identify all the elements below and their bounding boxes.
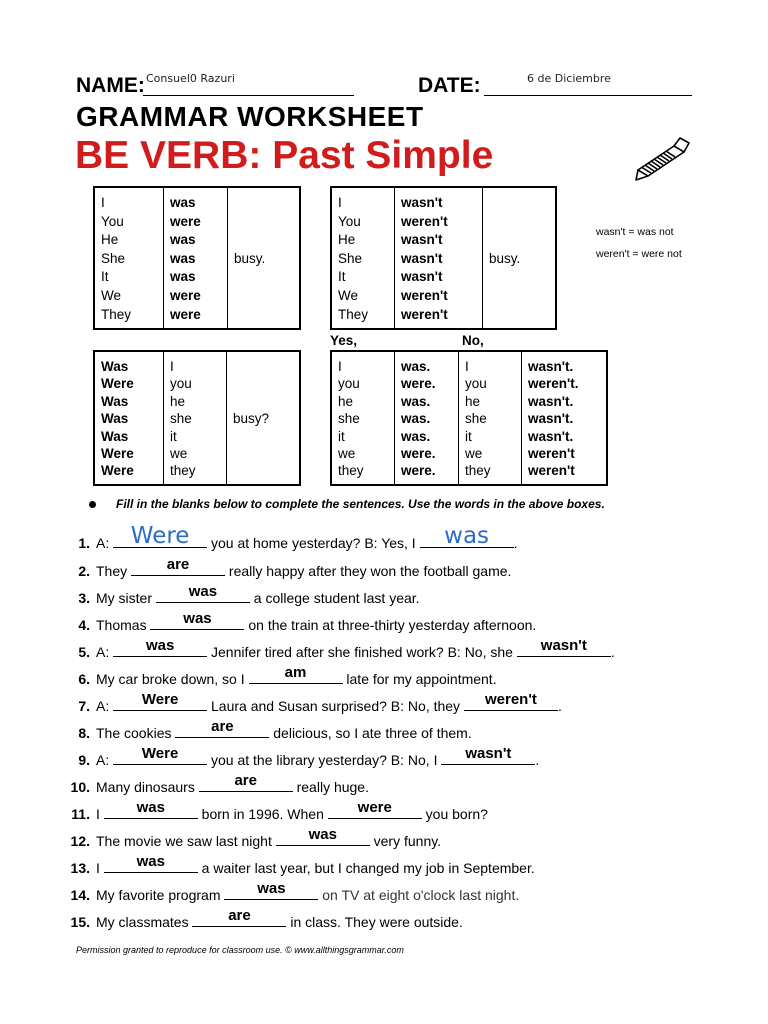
sentence-text: on the train at three-thirty yesterday afternoon.	[244, 617, 537, 633]
exercise-row	[66, 853, 746, 882]
sentence-text: A:	[96, 698, 114, 714]
pronoun: he	[465, 393, 481, 409]
pronoun: He	[101, 232, 119, 248]
answer-blank[interactable]	[150, 610, 244, 630]
negative-pronouns	[331, 187, 395, 329]
verb: wasn't	[401, 232, 443, 248]
answer-blank[interactable]	[464, 691, 558, 711]
answer-blank[interactable]	[276, 826, 370, 846]
sentence-text: The cookies	[96, 725, 176, 741]
exercise-number: 3.	[78, 590, 90, 606]
exercise-row	[66, 664, 746, 693]
sentence-text: A:	[96, 644, 114, 660]
sentence-text: .	[535, 752, 540, 768]
sentence-text: Many dinosaurs	[96, 779, 199, 795]
sentence-text: really huge.	[292, 779, 369, 795]
exercise-number: 10.	[70, 779, 90, 795]
exercise-number: 15.	[70, 914, 90, 930]
verb: Was	[101, 428, 129, 444]
answer-text: was	[136, 853, 165, 870]
question-pronouns	[164, 351, 227, 485]
pronoun: you	[465, 376, 487, 392]
pronoun: It	[101, 269, 109, 285]
sentence-text: I	[96, 860, 104, 876]
pronoun: you	[338, 376, 360, 392]
yes-label: Yes,	[330, 333, 358, 348]
answer-blank[interactable]	[113, 523, 207, 549]
answer-text: was	[145, 637, 175, 654]
pronoun: they	[338, 463, 364, 479]
no-verbs	[522, 351, 608, 485]
exercise-number: 13.	[70, 860, 90, 876]
exercise-row	[66, 880, 746, 909]
name-value: Consuel0 Razuri	[146, 72, 235, 85]
verb: was.	[401, 393, 431, 409]
exercise-number: 6.	[78, 671, 90, 687]
date-field[interactable]	[484, 95, 692, 96]
verb: were	[170, 306, 201, 322]
short-answers-table	[330, 350, 608, 486]
pronoun: he	[338, 393, 354, 409]
exercise-row	[66, 772, 746, 801]
sentence-text: .	[557, 698, 562, 714]
date-value: 6 de Diciembre	[527, 72, 611, 85]
affirmative-pronouns	[94, 187, 164, 329]
sentence-text: My car broke down, so I	[96, 671, 249, 687]
exercise-row	[66, 799, 746, 828]
exercise-row	[66, 556, 746, 585]
verb: Was	[101, 411, 129, 427]
sentence-text: really happy after they won the football game.	[225, 563, 512, 579]
pronoun: we	[170, 446, 188, 462]
contraction-note: weren't = were not	[596, 248, 682, 260]
exercise-row	[66, 691, 746, 720]
verb: wasn't	[401, 269, 443, 285]
sentence-text: on TV at eight o'clock last night.	[318, 887, 520, 903]
sentence-text: born in 1996. When	[197, 806, 328, 822]
answer-text: Were	[141, 691, 179, 708]
answer-blank[interactable]	[199, 772, 293, 792]
name-field[interactable]	[143, 95, 354, 96]
answer-text: was	[308, 826, 337, 843]
pencil-icon	[630, 130, 692, 182]
sentence-text: The movie we saw last night	[96, 833, 276, 849]
sentence-text: you at home yesterday? B: Yes, I	[207, 535, 420, 551]
answer-blank[interactable]	[224, 880, 318, 900]
sentence-text: .	[513, 535, 518, 551]
verb: Were	[101, 463, 134, 479]
pronoun: I	[338, 195, 342, 210]
verb: weren't	[401, 213, 448, 229]
pronoun: You	[338, 213, 361, 229]
sentence-text: Laura and Susan surprised? B: No, they	[207, 698, 464, 714]
verb: was	[170, 250, 196, 266]
no-pronouns	[459, 351, 522, 485]
instructions: Fill in the blanks below to complete the sentences. Use the words in the above boxes.	[116, 497, 605, 511]
sentence-text: They	[96, 563, 132, 579]
sentence-text: delicious, so I ate three of them.	[269, 725, 472, 741]
answer-text: are	[234, 772, 257, 789]
bullet-icon	[89, 501, 96, 508]
verb: was	[170, 269, 196, 285]
answer-text: was	[257, 880, 286, 897]
verb: wasn't.	[528, 393, 574, 409]
exercise-number: 2.	[78, 563, 90, 579]
pronoun: She	[101, 250, 126, 266]
sentence-text: you born?	[421, 806, 488, 822]
verb: was	[170, 195, 196, 210]
exercise-number: 5.	[78, 644, 90, 660]
date-label: DATE:	[418, 74, 481, 97]
yes-pronouns	[331, 351, 395, 485]
exercise-row	[66, 718, 746, 747]
no-label: No,	[462, 333, 484, 348]
sentence-text: a waiter last year, but I changed my job in September.	[197, 860, 535, 876]
pronoun: They	[338, 306, 369, 322]
pronoun: it	[170, 428, 177, 444]
answer-text: was	[183, 610, 212, 627]
answer-blank[interactable]	[517, 637, 611, 657]
affirmative-table	[93, 186, 301, 330]
pronoun: I	[170, 359, 174, 374]
pronoun: it	[338, 428, 345, 444]
answer-blank[interactable]	[156, 583, 250, 603]
exercise-row	[66, 826, 746, 855]
answer-text: was	[444, 523, 490, 549]
verb: weren't	[401, 306, 448, 322]
verb: was.	[401, 411, 431, 427]
pronoun: It	[338, 269, 346, 285]
answer-text: wasn't	[465, 745, 512, 762]
pronoun: you	[170, 376, 192, 392]
page-title: BE VERB: Past Simple	[75, 134, 494, 177]
answer-text: are	[166, 556, 190, 573]
exercise-number: 8.	[78, 725, 90, 741]
answer-text: Were	[141, 745, 179, 762]
pronoun: they	[465, 463, 491, 479]
exercise-number: 9.	[78, 752, 90, 768]
pronoun: He	[338, 232, 356, 248]
worksheet-title: GRAMMAR WORKSHEET	[76, 101, 424, 132]
exercise-number: 7.	[78, 698, 90, 714]
answer-blank[interactable]	[104, 853, 198, 873]
answer-blank[interactable]	[113, 745, 207, 765]
negative-table	[330, 186, 557, 330]
affirmative-complement: busy.	[228, 187, 301, 329]
sentence-text: Thomas	[96, 617, 151, 633]
answer-text: was	[136, 799, 165, 816]
verb: weren't	[528, 463, 575, 479]
verb: wasn't.	[528, 428, 574, 444]
pronoun: it	[465, 428, 472, 444]
answer-blank[interactable]	[420, 523, 514, 549]
verb: weren't	[528, 446, 575, 462]
verb: wasn't.	[528, 359, 574, 374]
pronoun: She	[338, 250, 363, 266]
verb: were.	[401, 376, 436, 392]
sentence-text: you at the library yesterday? B: No, I	[207, 752, 442, 768]
pronoun: We	[338, 287, 359, 303]
verb: was.	[401, 428, 431, 444]
affirmative-verbs	[164, 187, 228, 329]
exercise-row	[66, 637, 746, 666]
exercise-number: 14.	[70, 887, 90, 903]
sentence-text: Jennifer tired after she finished work? B: No, she	[207, 644, 517, 660]
verb: Was	[101, 359, 129, 374]
verb: was	[170, 232, 196, 248]
verb: wasn't	[401, 250, 443, 266]
footer-permission: Permission granted to reproduce for classroom use. © www.allthingsgrammar.com	[76, 945, 404, 955]
sentence-text: a college student last year.	[249, 590, 420, 606]
name-label: NAME:	[76, 74, 145, 97]
sentence-text: My sister	[96, 590, 156, 606]
answer-text: was	[188, 583, 218, 600]
sentence-text: in class. They were outside.	[286, 914, 463, 930]
answer-blank[interactable]	[441, 745, 535, 765]
sentence-text: late for my appointment.	[342, 671, 497, 687]
answer-text: weren't	[484, 691, 537, 708]
answer-blank[interactable]	[131, 556, 225, 576]
answer-text: Were	[130, 523, 190, 549]
sentence-text: My classmates	[96, 914, 193, 930]
sentence-text: A:	[96, 752, 114, 768]
answer-blank[interactable]	[104, 799, 198, 819]
yes-verbs	[395, 351, 459, 485]
pronoun: he	[170, 393, 186, 409]
pronoun: she	[338, 411, 360, 427]
verb: wasn't	[401, 195, 443, 210]
sentence-text: I	[96, 806, 104, 822]
verb: weren't.	[528, 376, 579, 392]
negative-verbs	[395, 187, 483, 329]
verb: was.	[401, 359, 431, 374]
answer-blank[interactable]	[113, 691, 207, 711]
answer-blank[interactable]	[113, 637, 207, 657]
verb: wasn't.	[528, 411, 574, 427]
answer-text: were	[357, 799, 392, 816]
pronoun: she	[170, 411, 192, 427]
pronoun: she	[465, 411, 487, 427]
verb: were	[170, 287, 201, 303]
sentence-text: My favorite program	[96, 887, 225, 903]
pronoun: You	[101, 213, 124, 229]
answer-text: wasn't	[540, 637, 587, 654]
answer-text: am	[284, 664, 307, 681]
answer-blank[interactable]	[328, 799, 422, 819]
exercise-row	[66, 523, 746, 558]
verb: were	[170, 213, 201, 229]
pronoun: I	[101, 195, 105, 210]
exercise-number: 1.	[78, 535, 90, 551]
answer-text: are	[228, 907, 251, 924]
pronoun: They	[101, 306, 132, 322]
question-complement: busy?	[227, 351, 301, 485]
verb: Was	[101, 393, 129, 409]
exercise-number: 12.	[70, 833, 90, 849]
verb: Were	[101, 376, 134, 392]
pronoun: I	[465, 359, 469, 374]
contraction-note: wasn't = was not	[596, 226, 674, 238]
exercise-number: 4.	[78, 617, 90, 633]
answer-blank[interactable]	[249, 664, 343, 684]
pronoun: I	[338, 359, 342, 374]
exercise-row	[66, 583, 746, 612]
pronoun: they	[170, 463, 196, 479]
pronoun: we	[338, 446, 356, 462]
sentence-text: .	[610, 644, 615, 660]
exercise-row	[66, 610, 746, 639]
exercise-list	[66, 523, 746, 936]
verb: were.	[401, 463, 436, 479]
verb: were.	[401, 446, 436, 462]
verb: weren't	[401, 287, 448, 303]
answer-blank[interactable]	[175, 718, 269, 738]
sentence-text: A:	[96, 535, 114, 551]
sentence-text: very funny.	[369, 833, 442, 849]
verb: Were	[101, 446, 134, 462]
answer-text: are	[211, 718, 234, 735]
pronoun: we	[465, 446, 483, 462]
exercise-row	[66, 745, 746, 774]
question-verbs	[94, 351, 164, 485]
pronoun: We	[101, 287, 122, 303]
exercise-number: 11.	[71, 806, 90, 822]
exercise-row	[66, 907, 746, 936]
question-table	[93, 350, 301, 486]
answer-blank[interactable]	[192, 907, 286, 927]
negative-complement: busy.	[483, 187, 557, 329]
